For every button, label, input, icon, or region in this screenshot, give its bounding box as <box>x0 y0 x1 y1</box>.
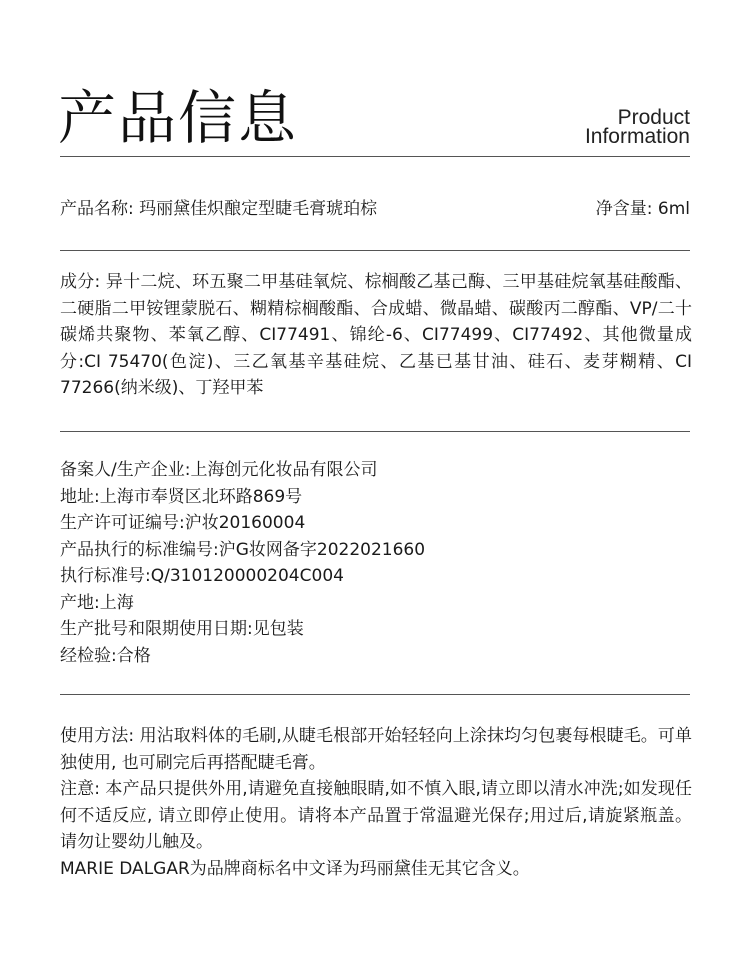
net-content <box>596 196 690 222</box>
product-name-row <box>60 196 690 222</box>
title-en-line-1: Product <box>617 106 690 129</box>
net-content-label: 净含量: <box>595 199 653 219</box>
registration-line: 经检验:合格 <box>60 645 151 666</box>
registration-line: 产品执行的标准编号:沪G妆网备字2022021660 <box>60 539 426 560</box>
divider-1 <box>60 156 690 157</box>
divider-4 <box>60 694 690 695</box>
ingredients-text: 成分: 异十二烷、环五聚二甲基硅氧烷、棕榈酸乙基己酶、三甲基硅烷氧基硅酸酯、二硬脂二甲铵锂蒙脱石、糊精棕榈酸酯、合成蜡、微晶蜡、碳酸丙二醇酯、VP/二十碳烯共聚物、苯氧乙醇、CI77491、锦纶-6、CI77499、CI77492、其他微量成分:CI 75470(色淀)、三乙氧基辛基硅烷、乙基已基甘油、硅石、麦芽糊精、CI 77266(纳米级)、丁羟甲苯 <box>60 272 692 398</box>
product-name-label: 产品名称: <box>60 199 134 219</box>
title-en-line-2: Information <box>584 125 690 148</box>
brand-note: MARIE DALGAR为品牌商标名中文译为玛丽黛佳无其它含义。 <box>60 858 530 879</box>
registration-line: 地址:上海市奉贤区北环路869号 <box>60 486 303 507</box>
registration-line: 产地:上海 <box>60 592 134 613</box>
usage-section <box>60 723 692 882</box>
registration-line: 备案人/生产企业:上海创元化妆品有限公司 <box>60 460 378 480</box>
registration-line: 生产批号和限期使用日期:见包装 <box>60 619 304 639</box>
registration-line: 生产许可证编号:沪妆20160004 <box>60 513 306 533</box>
page-title-english <box>585 108 690 146</box>
usage-method: 使用方法: 用沾取料体的毛刷,从睫毛根部开始轻轻向上涂抹均匀包裹每根睫毛。可单独使用, 也可刷完后再搭配睫毛膏。 <box>60 726 692 773</box>
registration-line: 执行标准号:Q/310120000204C004 <box>60 566 344 586</box>
divider-2 <box>60 250 690 251</box>
net-content-value: 6ml <box>657 199 690 219</box>
divider-3 <box>60 431 690 432</box>
registration-list <box>60 457 692 669</box>
product-name-value: 玛丽黛佳炽酿定型睫毛膏琥珀棕 <box>139 199 378 219</box>
page-title: 产品信息 <box>58 84 299 152</box>
usage-notice: 注意: 本产品只提供外用,请避免直接触眼睛,如不慎入眼,请立即以清水冲洗;如发现任何不适反应, 请立即停止使用。请将本产品置于常温避光保存;用过后,请旋紧瓶盖。请勿让婴幼儿触及。 <box>60 779 692 852</box>
